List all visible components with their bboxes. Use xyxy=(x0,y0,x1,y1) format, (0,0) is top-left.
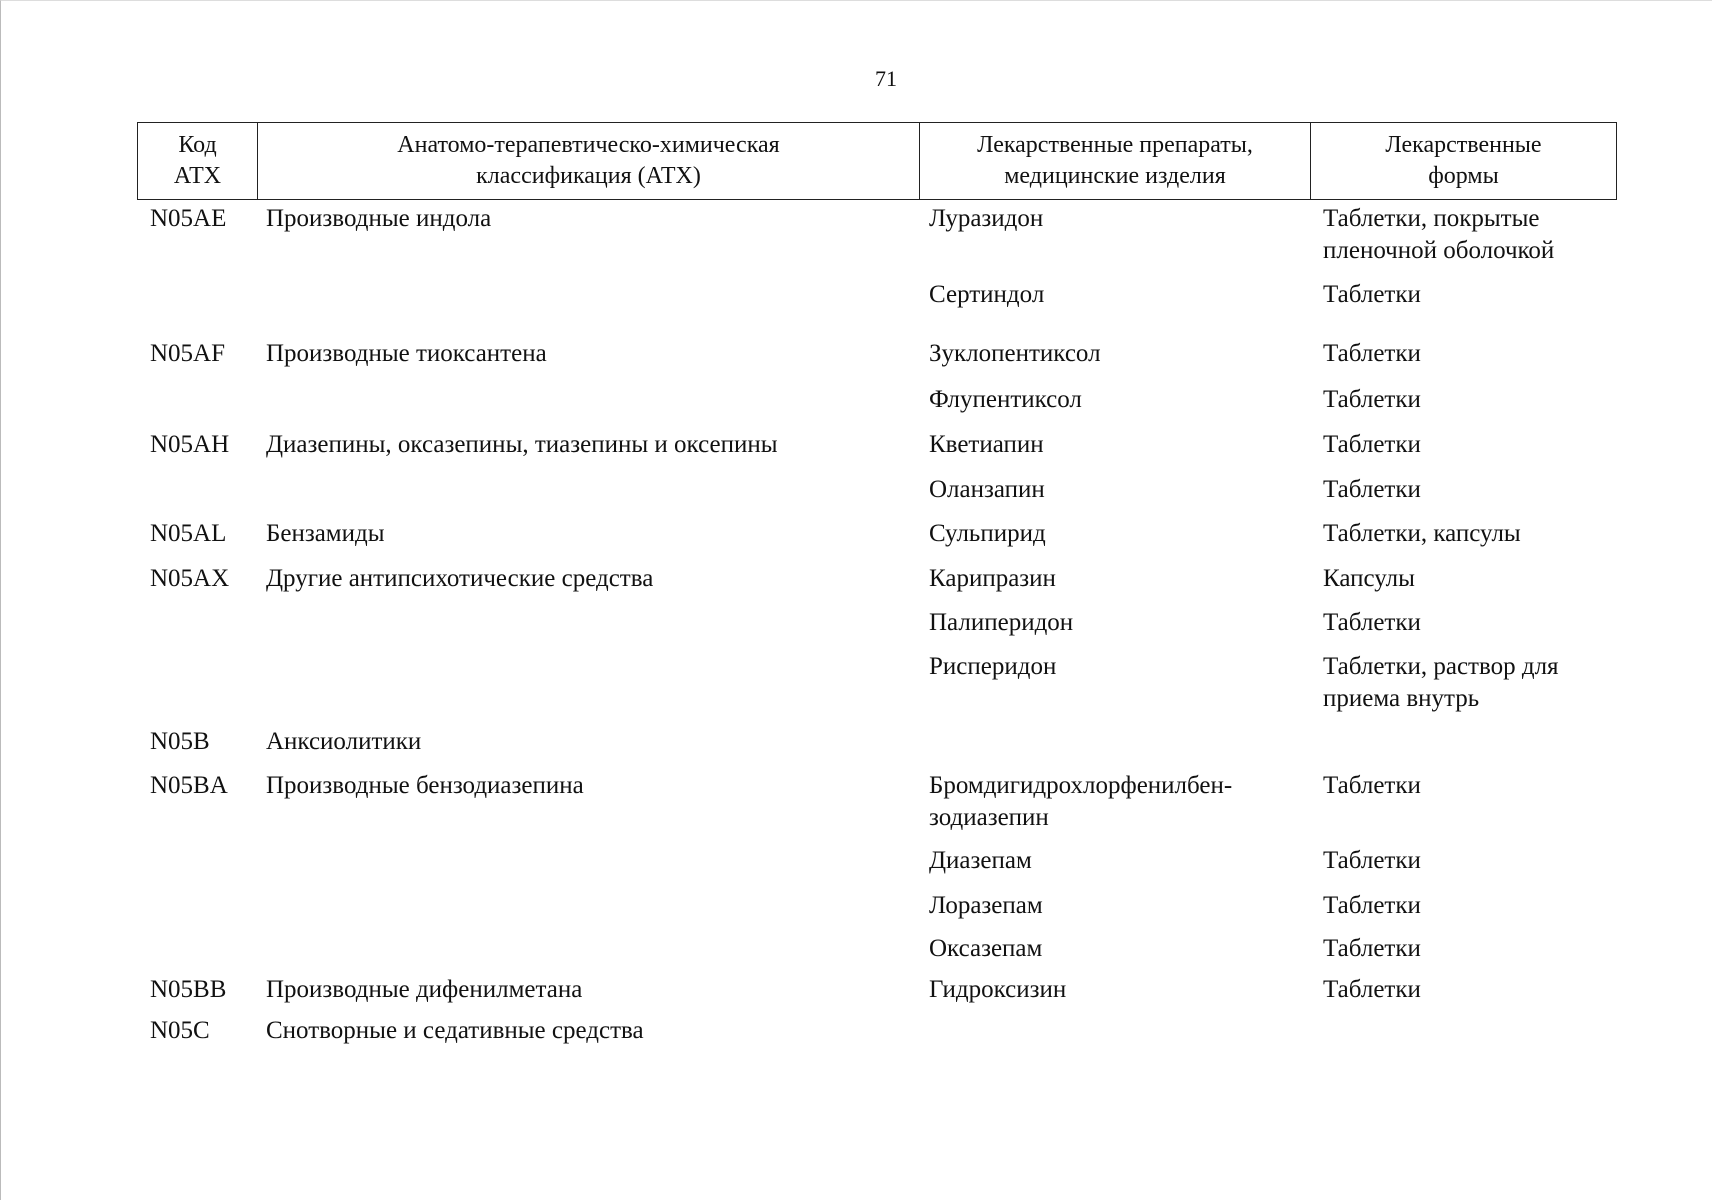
row-form: Таблетки xyxy=(1323,772,1421,799)
row-form: Таблетки xyxy=(1323,431,1421,458)
row-classification: Производные тиоксантена xyxy=(266,340,547,367)
row-code: N05AE xyxy=(150,205,227,232)
row-drug: Рисперидон xyxy=(929,653,1057,680)
row-form: Капсулы xyxy=(1323,565,1415,592)
header-forms: Лекарственные формы xyxy=(1310,123,1616,199)
row-form: Таблетки, покрытые пленочной оболочкой xyxy=(1323,205,1555,264)
row-code: N05AH xyxy=(150,431,230,458)
row-drug: Флупентиксол xyxy=(929,386,1082,413)
row-code: N05AL xyxy=(150,520,227,547)
row-form: Таблетки xyxy=(1323,386,1421,413)
row-code: N05C xyxy=(150,1017,210,1044)
row-drug: Зуклопентиксол xyxy=(929,340,1101,367)
page-number: 71 xyxy=(875,66,897,91)
row-drug: Луразидон xyxy=(929,205,1044,232)
row-form: Таблетки xyxy=(1323,340,1421,367)
row-classification: Производные бензодиазепина xyxy=(266,772,584,799)
row-drug: Диазепам xyxy=(929,847,1032,874)
row-form: Таблетки xyxy=(1323,976,1421,1003)
row-classification: Анксиолитики xyxy=(266,728,422,755)
row-drug: Лоразепам xyxy=(929,892,1043,919)
row-code: N05B xyxy=(150,728,210,755)
row-code: N05BB xyxy=(150,976,227,1003)
row-drug: Карипразин xyxy=(929,565,1056,592)
row-form: Таблетки xyxy=(1323,892,1421,919)
row-classification: Бензамиды xyxy=(266,520,385,547)
row-classification: Другие антипсихотические средства xyxy=(266,565,654,592)
row-drug: Оксазепам xyxy=(929,935,1043,962)
row-form: Таблетки, раствор для приема внутрь xyxy=(1323,653,1559,712)
header-drugs: Лекарственные препараты, медицинские изделия xyxy=(919,123,1310,199)
header-classification: Анатомо-терапевтическо-химическая классификация (АТХ) xyxy=(257,123,919,199)
row-form: Таблетки, капсулы xyxy=(1323,520,1521,547)
header-code: Код АТХ xyxy=(173,132,222,189)
row-drug: Сертиндол xyxy=(929,281,1045,308)
row-drug: Палиперидон xyxy=(929,609,1074,636)
row-form: Таблетки xyxy=(1323,281,1421,308)
row-classification: Снотворные и седативные средства xyxy=(266,1017,644,1044)
row-classification: Производные индола xyxy=(266,205,492,232)
row-form: Таблетки xyxy=(1323,476,1421,503)
table-header xyxy=(137,122,1617,200)
row-drug: Кветиапин xyxy=(929,431,1044,458)
row-code: N05AF xyxy=(150,340,226,367)
row-form: Таблетки xyxy=(1323,847,1421,874)
row-code: N05AX xyxy=(150,565,230,592)
row-drug: Бромдигидрохлорфенилбен- зодиазепин xyxy=(929,772,1233,831)
row-classification: Диазепины, оксазепины, тиазепины и оксепины xyxy=(266,431,778,458)
row-code: N05BA xyxy=(150,772,228,799)
row-form: Таблетки xyxy=(1323,609,1421,636)
row-drug: Сульпирид xyxy=(929,520,1046,547)
row-form: Таблетки xyxy=(1323,935,1421,962)
row-drug: Гидроксизин xyxy=(929,976,1067,1003)
row-drug: Оланзапин xyxy=(929,476,1045,503)
row-classification: Производные дифенилметана xyxy=(266,976,583,1003)
